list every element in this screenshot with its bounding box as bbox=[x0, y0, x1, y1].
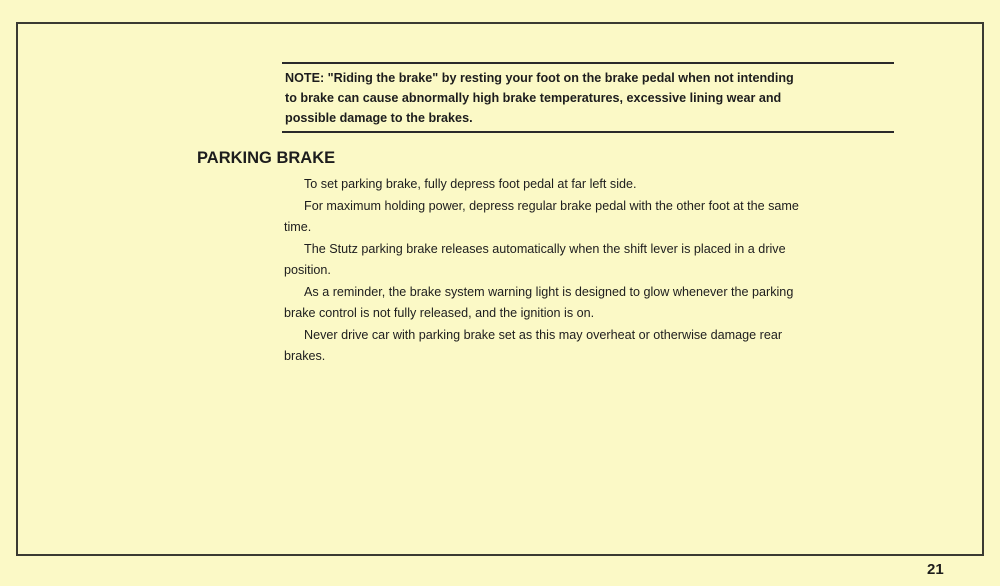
section-heading: PARKING BRAKE bbox=[197, 149, 336, 167]
note-text: NOTE: "Riding the brake" by resting your foot on the brake pedal when not intending to brake can cause abnormally high brake temperatures, excessive lining wear and possible damage to the brakes. bbox=[285, 71, 794, 125]
note-box bbox=[282, 62, 894, 133]
paragraph: To set parking brake, fully depress foot pedal at far left side. bbox=[304, 177, 637, 191]
paragraph: For maximum holding power, depress regular brake pedal with the other foot at the same time. bbox=[284, 198, 799, 234]
paragraph: As a reminder, the brake system warning light is designed to glow whenever the parking brake control is not fully released, and the ignition is on. bbox=[284, 284, 794, 320]
page-number: 21 bbox=[927, 561, 944, 578]
paragraph: Never drive car with parking brake set as this may overheat or otherwise damage rear brakes. bbox=[284, 327, 783, 363]
section-body bbox=[284, 174, 824, 368]
paragraph: The Stutz parking brake releases automatically when the shift lever is placed in a drive position. bbox=[284, 241, 786, 277]
